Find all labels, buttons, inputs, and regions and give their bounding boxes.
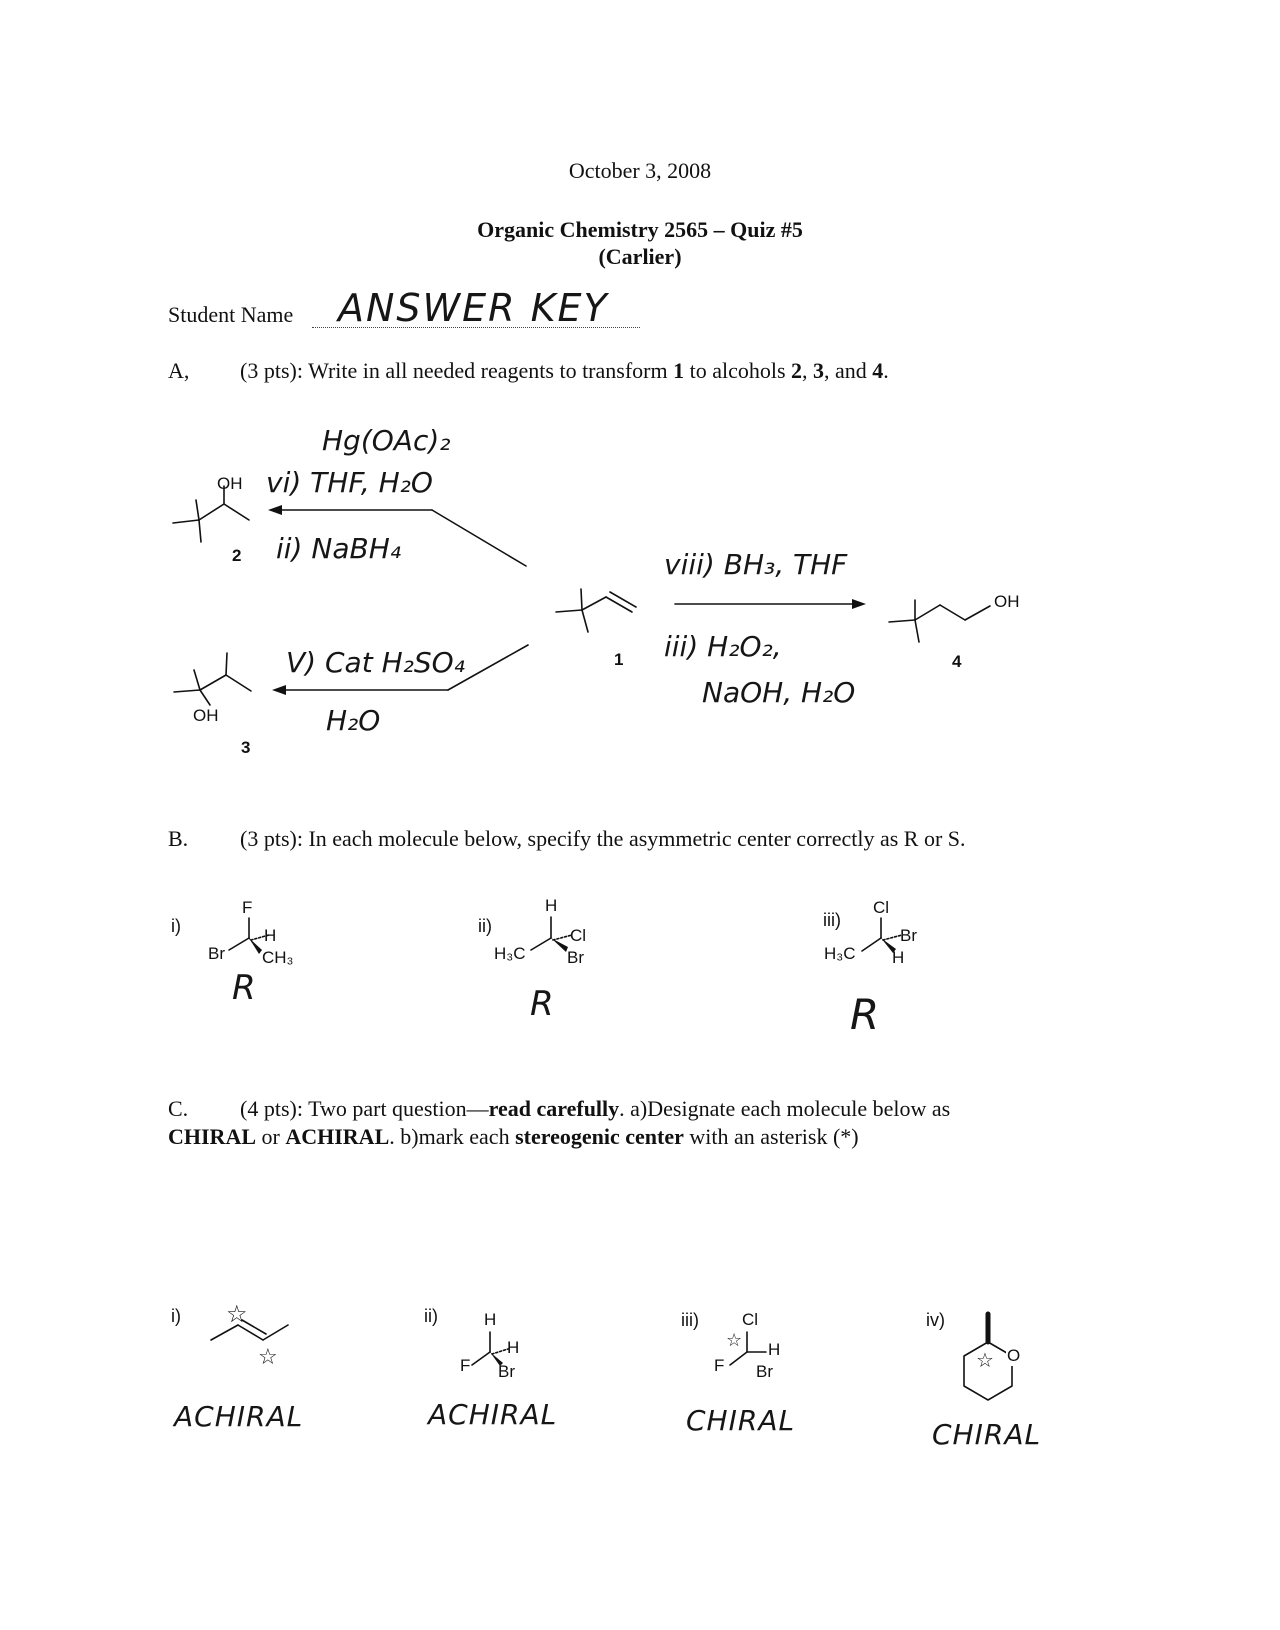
student-name-label: Student Name (168, 302, 294, 327)
c2-atom-right: H (507, 1338, 520, 1357)
arrowhead-to-4 (852, 599, 866, 609)
b2-label: ii) (478, 916, 492, 936)
student-name-value: ANSWER KEY (338, 286, 609, 330)
b1-label: i) (171, 916, 181, 936)
section-c-or: or (256, 1124, 286, 1149)
c2-atom-bottom: Br (498, 1362, 515, 1381)
section-a-text-4: , and (824, 358, 873, 383)
compound-2-structure (173, 486, 249, 542)
b2-stereocenter-bonds (531, 917, 572, 950)
reagent-4-line2: iii) H₂O₂, (664, 630, 782, 663)
c3-atom-left: F (714, 1356, 725, 1375)
c1-butene-structure (211, 1320, 288, 1340)
b1-wedge (249, 938, 262, 954)
section-b-question (240, 826, 966, 852)
compound-1-structure (556, 589, 636, 632)
b1-answer: R (232, 968, 256, 1008)
section-a-points: (3 pts): (240, 358, 303, 383)
b2-atom-wedge: Br (567, 948, 584, 967)
compound-ref-4: 4 (872, 358, 884, 383)
section-a-marker: A, (168, 358, 190, 383)
b2-atom-top: H (545, 896, 558, 915)
reagent-2-line1: Hg(OAc)₂ (322, 424, 451, 457)
section-c-text-4: with an asterisk (*) (683, 1124, 859, 1149)
section-b-text: In each molecule below, specify the asymmetric center correctly as R or S. (308, 826, 966, 851)
reagent-3-line2: H₂O (326, 704, 381, 737)
reagent-2-line2: vi) THF, H₂O (266, 466, 433, 499)
c4-atom-o: O (1007, 1346, 1021, 1365)
c3-atom-top: Cl (742, 1310, 759, 1329)
c4-asterisk: ☆ (976, 1348, 994, 1372)
compound-ref-1: 1 (673, 358, 685, 383)
b2-atom-dash: Cl (570, 926, 587, 945)
b3-stereocenter-bonds (862, 918, 902, 951)
arrowhead-to-3 (272, 685, 286, 695)
b1-atom-top: F (242, 898, 253, 917)
c4-answer: CHIRAL (932, 1418, 1042, 1451)
c3-atom-bottom: Br (756, 1362, 773, 1381)
compound-1-number: 1 (614, 650, 624, 669)
section-a-text-3: , (802, 358, 814, 383)
reagent-3-line1: V) Cat H₂SO₄ (286, 646, 465, 679)
section-a-text: Write in all needed reagents to transform (308, 358, 674, 383)
b3-atom-top: Cl (873, 898, 890, 917)
compound-4-structure (889, 600, 990, 642)
section-c-stereogenic: stereogenic center (515, 1124, 684, 1149)
c4-label: iv) (926, 1310, 945, 1330)
section-a-text-2: to alcohols (684, 358, 792, 383)
b2-wedge (551, 938, 568, 952)
section-c-text-2: . a)Designate each molecule below as (619, 1096, 951, 1121)
b1-stereocenter-bonds (229, 918, 269, 950)
c3-asterisk: ☆ (726, 1330, 743, 1351)
b1-atom-dash: H (264, 926, 277, 945)
section-b-points: (3 pts): (240, 826, 303, 851)
c2-atom-top: H (484, 1310, 497, 1329)
c1-asterisk-1: ☆ (226, 1300, 248, 1328)
section-b-marker: B. (168, 826, 189, 851)
reagent-2-line3: ii) NaBH₄ (276, 532, 401, 565)
compound-2-oh: OH (217, 474, 243, 493)
quiz-title-line2: (Carlier) (598, 244, 682, 269)
c3-atom-right: H (768, 1340, 781, 1359)
c3-label: iii) (681, 1310, 699, 1330)
c1-asterisk-2: ☆ (258, 1345, 278, 1370)
section-a-text-5: . (883, 358, 889, 383)
c2-label: ii) (424, 1306, 438, 1326)
b3-label: iii) (823, 910, 841, 930)
compound-2-number: 2 (232, 546, 242, 565)
c3-answer: CHIRAL (686, 1404, 796, 1437)
section-c-chiral: CHIRAL (168, 1124, 257, 1149)
b1-atom-wedge: CH₃ (262, 948, 294, 967)
c2-structure (472, 1332, 508, 1365)
c1-label: i) (171, 1306, 181, 1326)
b1-atom-left: Br (208, 944, 225, 963)
b3-atom-left: H₃C (824, 944, 856, 963)
b3-atom-dash: Br (900, 926, 917, 945)
compound-3-structure (174, 653, 251, 705)
section-c-read-carefully: read carefully (488, 1096, 620, 1121)
compound-ref-2: 2 (791, 358, 803, 383)
section-c-text-1: Two part question— (308, 1096, 489, 1121)
section-c-points: (4 pts): (240, 1096, 303, 1121)
reagent-4-line1: viii) BH₃, THF (664, 548, 848, 581)
quiz-date: October 3, 2008 (568, 158, 712, 183)
reagent-4-line3: NaOH, H₂O (702, 676, 856, 709)
section-c-question-line1 (240, 1096, 950, 1122)
b3-answer: R (850, 990, 880, 1039)
arrowhead-to-2 (268, 505, 282, 515)
quiz-title-line1: Organic Chemistry 2565 – Quiz #5 (477, 217, 803, 242)
c1-answer: ACHIRAL (174, 1400, 304, 1433)
b3-atom-wedge: H (892, 948, 905, 967)
section-c-marker: C. (168, 1096, 189, 1121)
compound-ref-3: 3 (813, 358, 825, 383)
section-c-achiral: ACHIRAL (285, 1124, 390, 1149)
compound-3-oh: OH (193, 706, 219, 725)
compound-4-number: 4 (952, 652, 962, 671)
c2-answer: ACHIRAL (428, 1398, 558, 1431)
compound-4-oh: OH (994, 592, 1020, 611)
compound-3-number: 3 (241, 738, 251, 757)
b2-atom-left: H₃C (494, 944, 526, 963)
c2-atom-left: F (460, 1356, 471, 1375)
b2-answer: R (530, 984, 554, 1024)
section-c-text-3: . b)mark each (389, 1124, 516, 1149)
section-c-question-line2 (168, 1124, 859, 1150)
